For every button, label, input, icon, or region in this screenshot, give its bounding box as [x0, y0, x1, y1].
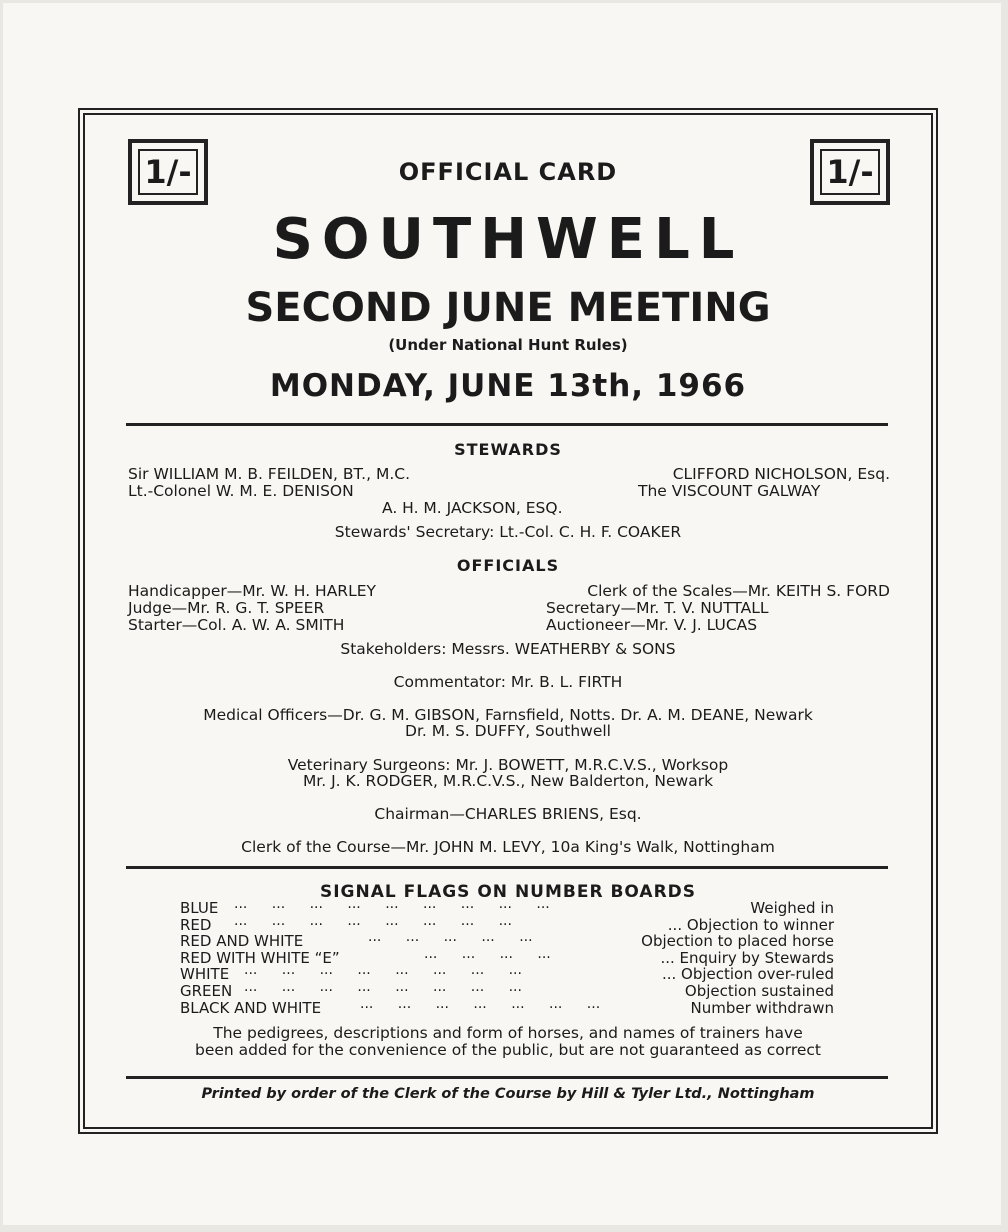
flag-meaning: Weighed in: [750, 899, 834, 917]
stewards-heading: STEWARDS: [454, 440, 562, 459]
stakeholders: Stakeholders: Messrs. WEATHERBY & SONS: [340, 640, 676, 658]
official-left-1: Handicapper—Mr. W. H. HARLEY: [128, 582, 376, 600]
leader-dots: ... ... ... ... ... ... ... ...: [244, 979, 522, 995]
steward-center: A. H. M. JACKSON, ESQ.: [382, 499, 563, 517]
veterinary-surgeons-1: Veterinary Surgeons: Mr. J. BOWETT, M.R.C.V.S., Worksop: [287, 756, 729, 774]
flag-name: BLACK AND WHITE: [180, 999, 322, 1017]
steward-right-1: CLIFFORD NICHOLSON, Esq.: [672, 465, 890, 483]
official-left-2: Judge—Mr. R. G. T. SPEER: [128, 599, 325, 617]
flag-name: RED AND WHITE: [180, 932, 304, 950]
leader-dots: ... ... ... ...: [424, 946, 551, 962]
flag-row: [180, 996, 834, 1017]
rules-note: (Under National Hunt Rules): [388, 336, 628, 354]
flag-name: WHITE: [180, 965, 230, 983]
chairman: Chairman—CHARLES BRIENS, Esq.: [374, 805, 642, 823]
disclaimer-line-1: The pedigrees, descriptions and form of horses, and names of trainers have: [213, 1024, 803, 1042]
divider-middle: [126, 866, 888, 869]
flag-meaning: ... Objection to winner: [667, 916, 834, 934]
disclaimer-line-2: been added for the convenience of the public, but are not guaranteed as correct: [195, 1041, 821, 1059]
official-right-2: Secretary—Mr. T. V. NUTTALL: [546, 599, 769, 617]
price-right-text: 1/-: [820, 149, 880, 195]
flag-name: RED: [180, 916, 212, 934]
commentator: Commentator: Mr. B. L. FIRTH: [393, 673, 623, 691]
stewards-secretary: Stewards' Secretary: Lt.-Col. C. H. F. COAKER: [334, 523, 682, 541]
flag-meaning: Number withdrawn: [690, 999, 834, 1017]
officials-heading: OFFICIALS: [456, 556, 560, 575]
flag-meaning: ... Objection over-ruled: [661, 965, 834, 983]
leader-dots: ... ... ... ... ... ... ... ...: [244, 962, 522, 978]
official-card-label: OFFICIAL CARD: [398, 158, 618, 186]
flag-meaning: Objection sustained: [684, 982, 834, 1000]
course-title: SOUTHWELL: [272, 207, 744, 272]
veterinary-surgeons-2: Mr. J. K. RODGER, M.R.C.V.S., New Balderton, Newark: [302, 772, 714, 790]
price-left-text: 1/-: [138, 149, 198, 195]
steward-right-2: The VISCOUNT GALWAY: [638, 482, 821, 500]
clerk-of-course: Clerk of the Course—Mr. JOHN M. LEVY, 10a King's Walk, Nottingham: [241, 838, 775, 856]
flag-meaning: ... Enquiry by Stewards: [660, 949, 834, 967]
flag-meaning: Objection to placed horse: [641, 932, 834, 950]
flag-name: RED WITH WHITE “E”: [180, 949, 340, 967]
meeting-title: SECOND JUNE MEETING: [245, 285, 771, 331]
meeting-date: MONDAY, JUNE 13th, 1966: [269, 368, 747, 404]
flag-name: BLUE: [180, 899, 219, 917]
flag-name: GREEN: [180, 982, 233, 1000]
medical-officers-1: Medical Officers—Dr. G. M. GIBSON, Farnsfield, Notts. Dr. A. M. DEANE, Newark: [203, 706, 813, 724]
leader-dots: ... ... ... ... ... ... ... ... ...: [234, 896, 550, 912]
printer-credit: Printed by order of the Clerk of the Course by Hill & Tyler Ltd., Nottingham: [201, 1086, 815, 1102]
official-right-3: Auctioneer—Mr. V. J. LUCAS: [546, 616, 758, 634]
steward-left-1: Sir WILLIAM M. B. FEILDEN, BT., M.C.: [128, 465, 410, 483]
steward-left-2: Lt.-Colonel W. M. E. DENISON: [128, 482, 354, 500]
leader-dots: ... ... ... ... ... ... ... ...: [234, 913, 512, 929]
medical-officers-2: Dr. M. S. DUFFY, Southwell: [405, 722, 611, 740]
divider-bottom: [126, 1076, 888, 1079]
leader-dots: ... ... ... ... ... ... ...: [360, 996, 601, 1012]
official-left-3: Starter—Col. A. W. A. SMITH: [128, 616, 345, 634]
divider-top: [126, 423, 888, 426]
official-right-1: Clerk of the Scales—Mr. KEITH S. FORD: [587, 582, 890, 600]
signal-flags-heading: SIGNAL FLAGS ON NUMBER BOARDS: [319, 882, 697, 902]
leader-dots: ... ... ... ... ...: [368, 929, 533, 945]
